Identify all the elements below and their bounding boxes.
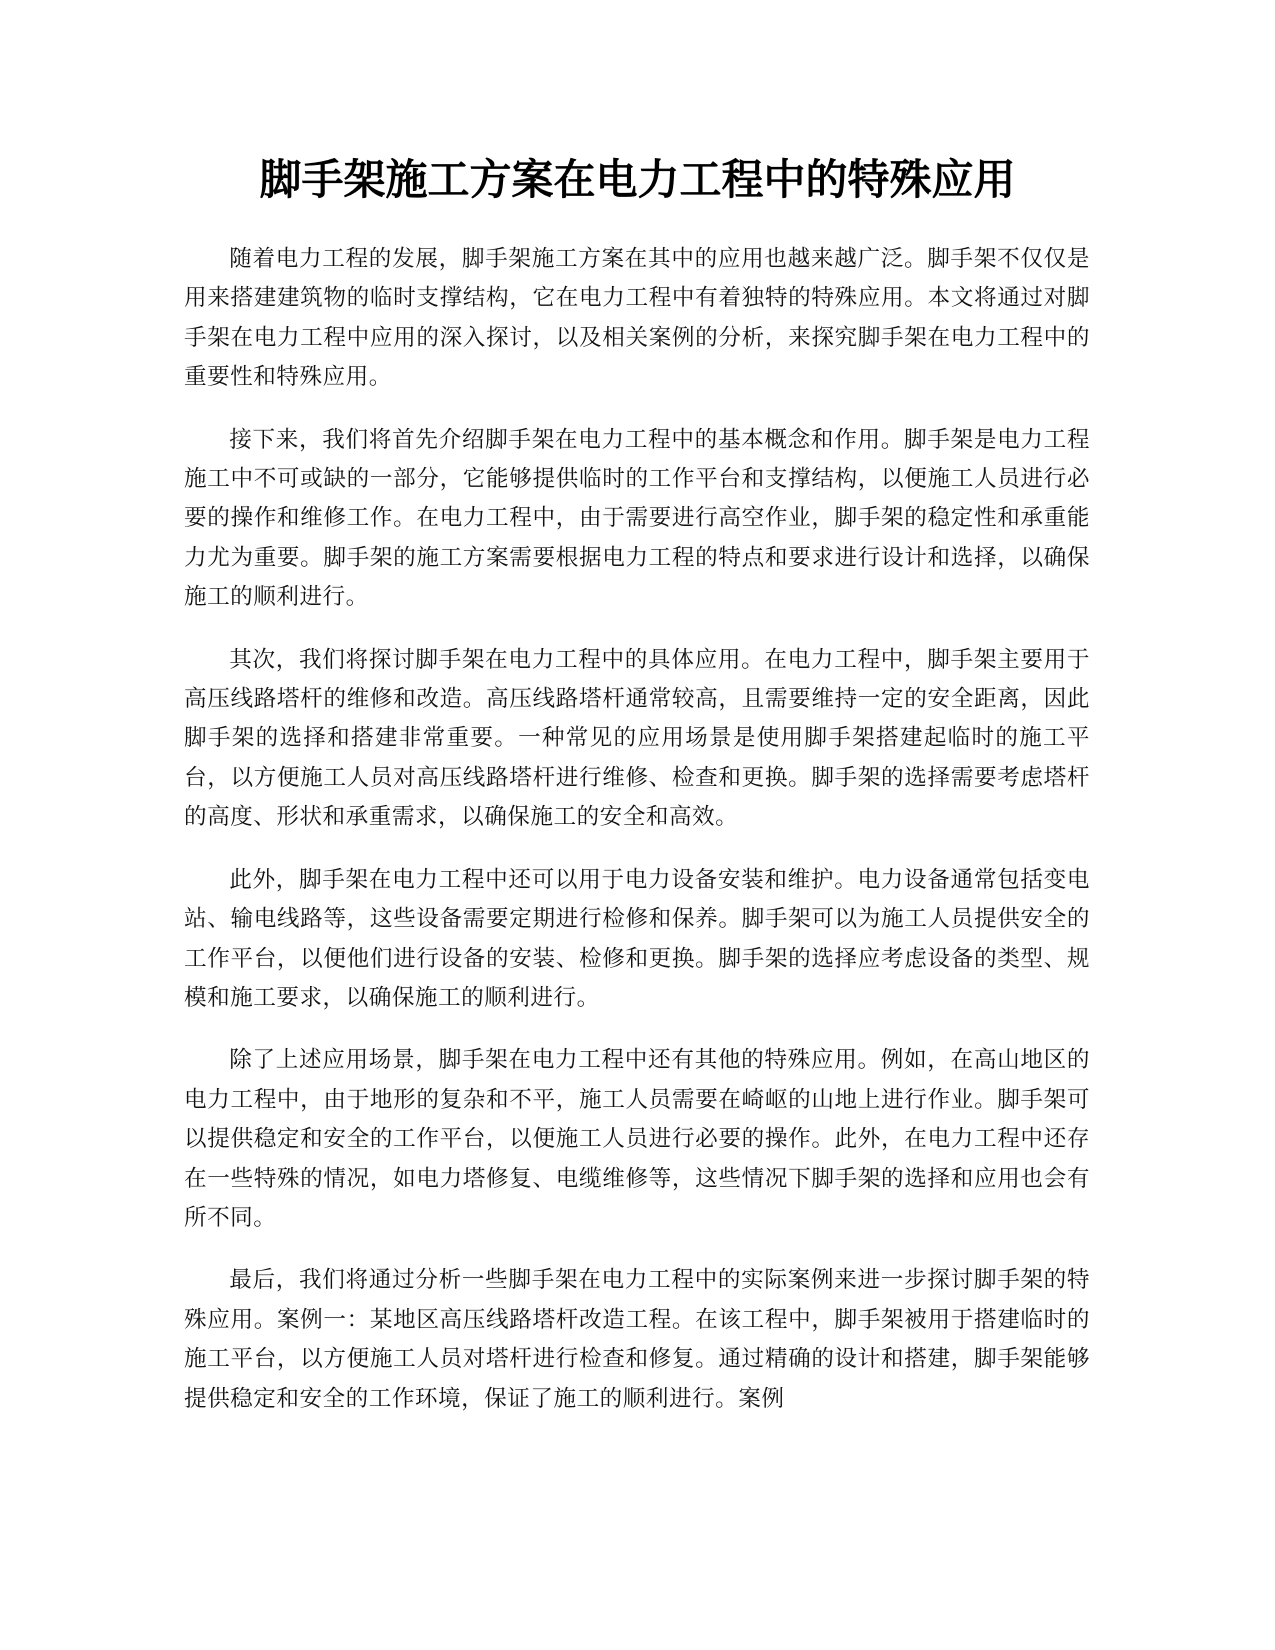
paragraph-4: 此外，脚手架在电力工程中还可以用于电力设备安装和维护。电力设备通常包括变电站、输电线路等，这些设备需要定期进行检修和保养。脚手架可以为施工人员提供安全的工作平台，以便他们进行设备的安装、检修和更换。脚手架的选择应考虑设备的类型、规模和施工要求，以确保施工的顺利进行。: [184, 866, 1090, 1011]
paragraph-3: 其次，我们将探讨脚手架在电力工程中的具体应用。在电力工程中，脚手架主要用于高压线路塔杆的维修和改造。高压线路塔杆通常较高，且需要维持一定的安全距离，因此脚手架的选择和搭建非常重要。一种常见的应用场景是使用脚手架搭建起临时的施工平台，以方便施工人员对高压线路塔杆进行维修、检查和更换。脚手架的选择需要考虑塔杆的高度、形状和承重需求，以确保施工的安全和高效。: [184, 646, 1090, 831]
paragraph-5: 除了上述应用场景，脚手架在电力工程中还有其他的特殊应用。例如，在高山地区的电力工程中，由于地形的复杂和不平，施工人员需要在崎岖的山地上进行作业。脚手架可以提供稳定和安全的工作平台，以便施工人员进行必要的操作。此外，在电力工程中还存在一些特殊的情况，如电力塔修复、电缆维修等，这些情况下脚手架的选择和应用也会有所不同。: [184, 1047, 1090, 1231]
document-body: [184, 240, 1090, 1442]
paragraph-2: 接下来，我们将首先介绍脚手架在电力工程中的基本概念和作用。脚手架是电力工程施工中不可或缺的一部分，它能够提供临时的工作平台和支撑结构，以便施工人员进行必要的操作和维修工作。在电力工程中，由于需要进行高空作业，脚手架的稳定性和承重能力尤为重要。脚手架的施工方案需要根据电力工程的特点和要求进行设计和选择，以确保施工的顺利进行。: [184, 426, 1090, 611]
paragraph-6: 最后，我们将通过分析一些脚手架在电力工程中的实际案例来进一步探讨脚手架的特殊应用。案例一：某地区高压线路塔杆改造工程。在该工程中，脚手架被用于搭建临时的施工平台，以方便施工人员对塔杆进行检查和修复。通过精确的设计和搭建，脚手架能够提供稳定和安全的工作环境，保证了施工的顺利进行。案例: [184, 1267, 1090, 1412]
document-title: 脚手架施工方案在电力工程中的特殊应用: [259, 155, 1016, 204]
paragraph-1: 随着电力工程的发展，脚手架施工方案在其中的应用也越来越广泛。脚手架不仅仅是用来搭建建筑物的临时支撑结构，它在电力工程中有着独特的特殊应用。本文将通过对脚手架在电力工程中应用的深入探讨，以及相关案例的分析，来探究脚手架在电力工程中的重要性和特殊应用。: [184, 246, 1090, 391]
